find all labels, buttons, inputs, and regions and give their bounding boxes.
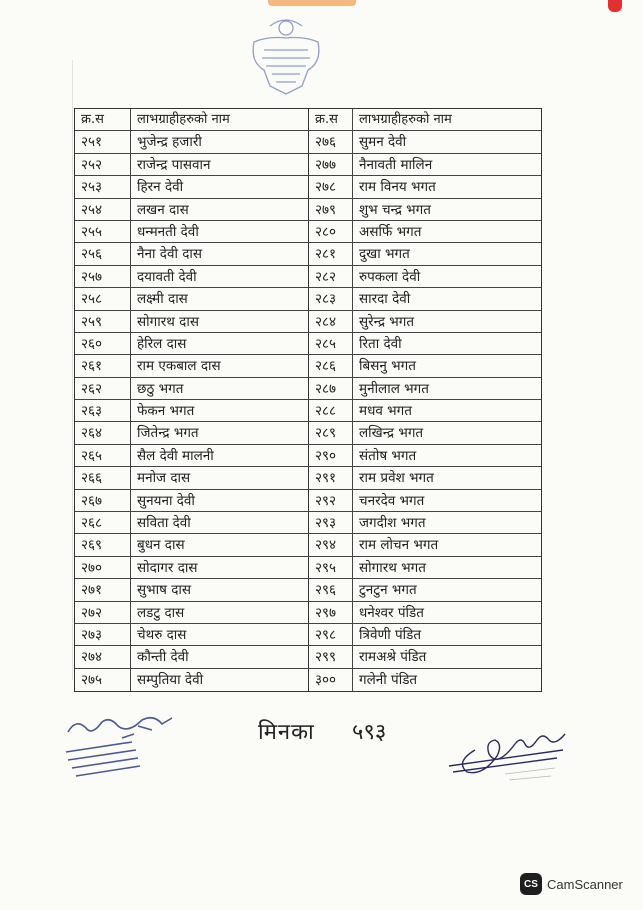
table-row bbox=[75, 131, 541, 153]
serial-left: २५५ bbox=[75, 221, 131, 242]
name-left: राजेन्द्र पासवान bbox=[131, 154, 309, 175]
serial-right: २८६ bbox=[309, 355, 353, 376]
table-row bbox=[75, 579, 541, 601]
table-row bbox=[75, 512, 541, 534]
serial-right: २९९ bbox=[309, 646, 353, 667]
serial-right: २७६ bbox=[309, 131, 353, 152]
serial-right: २८३ bbox=[309, 288, 353, 309]
name-right: सुमन देवी bbox=[359, 134, 407, 151]
serial-left: २६४ bbox=[75, 422, 131, 443]
name-right: असर्फि भगत bbox=[359, 223, 422, 240]
serial-left: २७१ bbox=[75, 579, 131, 600]
name-left: छठु भगत bbox=[131, 378, 309, 399]
serial-right: २९५ bbox=[309, 557, 353, 578]
header-name-right: लाभग्राहीहरुको नाम bbox=[359, 112, 452, 127]
table-header-row bbox=[75, 109, 541, 131]
table-row bbox=[75, 624, 541, 646]
serial-left: २६० bbox=[75, 333, 131, 354]
official-signature bbox=[445, 710, 575, 790]
name-left: भुजेन्द्र हजारी bbox=[131, 131, 309, 152]
name-right: राम लोचन भगत bbox=[359, 537, 439, 554]
red-mark bbox=[608, 0, 622, 12]
name-left: सोदागर दास bbox=[131, 557, 309, 578]
name-right: त्रिवेणी पंडित bbox=[359, 626, 422, 643]
serial-right: २९४ bbox=[309, 534, 353, 555]
name-left: राम एकबाल दास bbox=[131, 355, 309, 376]
handwritten-count: ५९३ bbox=[352, 720, 387, 745]
name-left: लक्ष्मी दास bbox=[131, 288, 309, 309]
serial-right: २९६ bbox=[309, 579, 353, 600]
serial-left: २६१ bbox=[75, 355, 131, 376]
name-left: धन्मनती देवी bbox=[131, 221, 309, 242]
orange-mark bbox=[268, 0, 356, 6]
name-left: दयावती देवी bbox=[131, 266, 309, 287]
table-row bbox=[75, 490, 541, 512]
name-right: नैनावती मालिन bbox=[359, 156, 433, 173]
serial-left: २५३ bbox=[75, 176, 131, 197]
table-row bbox=[75, 311, 541, 333]
serial-left: २७३ bbox=[75, 624, 131, 645]
name-left: हेरिल दास bbox=[131, 333, 309, 354]
serial-right: २९२ bbox=[309, 490, 353, 511]
table-row bbox=[75, 333, 541, 355]
serial-right: २८२ bbox=[309, 266, 353, 287]
table-row bbox=[75, 669, 541, 691]
camscanner-brand: CamScanner bbox=[547, 876, 623, 892]
name-right: रामअश्रे पंडित bbox=[359, 649, 427, 666]
name-left: लडटु दास bbox=[131, 602, 309, 623]
serial-left: २५६ bbox=[75, 243, 131, 264]
table-row bbox=[75, 266, 541, 288]
camscanner-logo-icon: CS bbox=[520, 873, 542, 895]
table-row bbox=[75, 557, 541, 579]
serial-right: २८१ bbox=[309, 243, 353, 264]
table-row bbox=[75, 288, 541, 310]
table-row bbox=[75, 445, 541, 467]
name-right: संतोष भगत bbox=[359, 447, 417, 464]
name-right: लखिन्द्र भगत bbox=[359, 425, 424, 442]
serial-left: २७४ bbox=[75, 646, 131, 667]
header-sn-right: क्र.स bbox=[309, 109, 353, 130]
table-row bbox=[75, 355, 541, 377]
table-row bbox=[75, 646, 541, 668]
table-row bbox=[75, 154, 541, 176]
name-right: जगदीश भगत bbox=[359, 515, 426, 532]
serial-left: २६३ bbox=[75, 400, 131, 421]
serial-right: २७९ bbox=[309, 199, 353, 220]
serial-left: २५४ bbox=[75, 199, 131, 220]
name-right: बिसनु भगत bbox=[359, 358, 416, 375]
serial-right: २९० bbox=[309, 445, 353, 466]
office-seal-stamp bbox=[240, 12, 332, 98]
name-left: सोगारथ दास bbox=[131, 311, 309, 332]
serial-left: २६६ bbox=[75, 467, 131, 488]
serial-right: २८७ bbox=[309, 378, 353, 399]
page-margin-line bbox=[72, 60, 73, 680]
serial-left: २६९ bbox=[75, 534, 131, 555]
serial-right: २८८ bbox=[309, 400, 353, 421]
serial-right: २८५ bbox=[309, 333, 353, 354]
name-right: मुनीलाल भगत bbox=[359, 380, 429, 397]
handwritten-note: मिनका bbox=[258, 720, 315, 745]
serial-right: २९१ bbox=[309, 467, 353, 488]
name-right: टुनटुन भगत bbox=[359, 582, 417, 599]
serial-left: २५२ bbox=[75, 154, 131, 175]
serial-right: २९८ bbox=[309, 624, 353, 645]
serial-right: २८४ bbox=[309, 311, 353, 332]
serial-left: २५९ bbox=[75, 311, 131, 332]
serial-left: २७२ bbox=[75, 602, 131, 623]
name-right: सुरेन्द्र भगत bbox=[359, 313, 415, 330]
table-row bbox=[75, 221, 541, 243]
table-row bbox=[75, 199, 541, 221]
name-right: राम प्रवेश भगत bbox=[359, 470, 434, 487]
name-right: मधव भगत bbox=[359, 403, 412, 420]
table-row bbox=[75, 467, 541, 489]
header-name-left: लाभग्राहीहरुको नाम bbox=[131, 109, 309, 130]
name-left: बुधन दास bbox=[131, 534, 309, 555]
name-right: सारदा देवी bbox=[359, 291, 411, 308]
name-left: जितेन्द्र भगत bbox=[131, 422, 309, 443]
name-left: कौन्ती देवी bbox=[131, 646, 309, 667]
serial-left: २५७ bbox=[75, 266, 131, 287]
name-left: हिरन देवी bbox=[131, 176, 309, 197]
serial-left: २५८ bbox=[75, 288, 131, 309]
table-row bbox=[75, 243, 541, 265]
name-right: रिता देवी bbox=[359, 335, 402, 352]
name-left: मनोज दास bbox=[131, 467, 309, 488]
ward-office-stamp-signature bbox=[62, 712, 202, 782]
serial-left: २६७ bbox=[75, 490, 131, 511]
name-right: धनेश्वर पंडित bbox=[359, 604, 424, 621]
serial-left: २७० bbox=[75, 557, 131, 578]
name-left: सुनयना देवी bbox=[131, 490, 309, 511]
serial-right: ३०० bbox=[309, 669, 353, 691]
table-row bbox=[75, 422, 541, 444]
serial-right: २७८ bbox=[309, 176, 353, 197]
table-row bbox=[75, 534, 541, 556]
name-left: सविता देवी bbox=[131, 512, 309, 533]
name-left: फेकन भगत bbox=[131, 400, 309, 421]
name-left: सुभाष दास bbox=[131, 579, 309, 600]
serial-right: २८० bbox=[309, 221, 353, 242]
table-row bbox=[75, 176, 541, 198]
serial-right: २९३ bbox=[309, 512, 353, 533]
serial-right: २७७ bbox=[309, 154, 353, 175]
serial-left: २७५ bbox=[75, 669, 131, 691]
name-left: लखन दास bbox=[131, 199, 309, 220]
name-left: चेथरु दास bbox=[131, 624, 309, 645]
name-left: नैना देवी दास bbox=[131, 243, 309, 264]
name-right: रुपकला देवी bbox=[359, 268, 421, 285]
camscanner-watermark bbox=[520, 873, 623, 895]
name-right: दुखा भगत bbox=[359, 246, 410, 263]
beneficiary-table bbox=[74, 108, 542, 692]
name-right: राम विनय भगत bbox=[359, 179, 436, 196]
table-row bbox=[75, 378, 541, 400]
serial-left: २६२ bbox=[75, 378, 131, 399]
serial-right: २८९ bbox=[309, 422, 353, 443]
name-right: गलेनी पंडित bbox=[359, 671, 418, 688]
name-left: सैल देवी मालनी bbox=[131, 445, 309, 466]
table-row bbox=[75, 400, 541, 422]
header-sn-left: क्र.स bbox=[75, 109, 131, 130]
name-left: सम्पुतिया देवी bbox=[131, 669, 309, 691]
serial-left: २५१ bbox=[75, 131, 131, 152]
table-row bbox=[75, 602, 541, 624]
name-right: शुभ चन्द्र भगत bbox=[359, 201, 431, 218]
serial-left: २६५ bbox=[75, 445, 131, 466]
serial-left: २६८ bbox=[75, 512, 131, 533]
name-right: चनरदेव भगत bbox=[359, 492, 425, 509]
name-right: सोगारथ भगत bbox=[359, 559, 426, 576]
serial-right: २९७ bbox=[309, 602, 353, 623]
